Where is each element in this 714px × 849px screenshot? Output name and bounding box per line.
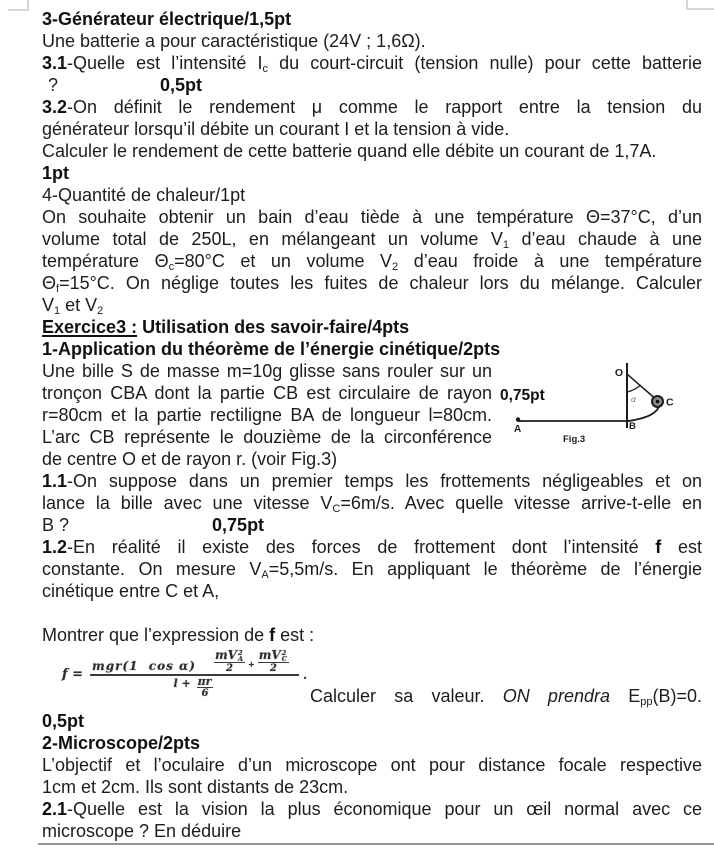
label-a: A [514,424,522,435]
text-segment: =80°C et un volume V [174,251,393,271]
text-segment: 1-Application du théorème de l’énergie cinétique/2pts [42,339,501,359]
text-segment: 3.2 [42,97,68,117]
formula-fraction [90,650,299,699]
text-line [42,228,702,250]
formula-plus-operator: + [248,659,255,669]
text-line [42,294,702,316]
text-line [42,162,702,184]
text-line [42,140,702,162]
point-a-dot [516,417,520,421]
text-segment: =15°C. On néglige toutes les fuites de chaleur lors du mélange. Calculer [59,273,702,293]
den-frac-top: πr [197,675,212,688]
text-line [42,514,702,536]
text-segment: 3.1 [42,53,68,73]
mini-fraction-pir [197,677,214,699]
term-sub: C [281,655,287,663]
text-segment: Θ [42,273,57,293]
text-line [42,448,702,470]
text-segment: tronçon CBA dont la partie CB est circulaire de rayon [42,383,492,403]
formula-num-main: mgr(1 cos α) [92,659,196,673]
text-line [42,74,702,96]
text-line [42,820,702,842]
formula-tail: . [302,667,308,682]
term-base: mV [258,648,281,662]
text-segment: 0,5pt [160,75,203,95]
calc-italic: ON prendra [502,686,610,706]
text-segment: est : [275,625,315,645]
text-segment: -Quelle est la vision la plus économique pour un œil normal avec ce [67,799,702,819]
calc-e-subscript: pp [640,696,653,708]
text-line [42,316,702,338]
den-frac-bot: 6 [201,688,209,699]
text-segment: 1.2 [42,537,68,557]
figure-diagram [508,358,714,446]
text-segment: 3-Générateur électrique/1,5pt [42,9,292,29]
label-c: C [666,396,674,409]
text-line [42,206,702,228]
text-segment: f [655,537,662,557]
term-sub: A [237,655,244,663]
text-segment: du court-circuit (tension nulle) pour cette batterie [267,53,702,73]
text-segment: 1 [54,305,61,317]
label-b: B [629,421,636,432]
text-segment: 2 [392,261,399,273]
den-lead: l + [173,677,195,690]
formula-denominator [174,676,216,699]
text-line [42,492,702,514]
calc-lead: Calculer sa valeur. [310,686,503,706]
text-segment: 0,75pt [212,515,265,535]
label-o: O [614,367,623,379]
text-line [42,96,702,118]
text-line [42,798,702,820]
text-line [42,470,702,492]
text-segment: On souhaite obtenir un bain d’eau tiède à une température Θ=37°C, d’un [42,207,702,227]
text-segment: 2-Microscope/2pts [42,733,201,753]
text-segment: volume total de 250L, en mélangeant un volume V [42,229,503,249]
term-base: mV [214,648,237,662]
text-segment: 1cm et 2cm. Ils sont distants de 23cm. [42,777,349,797]
text-line [42,624,702,646]
text-line [42,426,492,448]
text-segment: B ? [42,515,70,535]
blank-line [42,602,702,624]
text-line [42,184,702,206]
page-corner-mark-left [8,0,29,11]
text-segment: constante. On mesure V [42,559,262,579]
text-segment: =5,5m/s. En appliquant le théorème de l’énergie [268,559,702,579]
text-line [42,360,492,382]
text-segment: 0,5pt [42,711,85,731]
text-segment: et V [60,295,98,315]
math-formula [62,650,307,699]
text-segment: 1 [502,239,510,251]
calc-e: E [609,686,641,706]
figure-caption: Fig.3 [563,434,586,445]
bottom-divider [38,843,714,845]
text-segment: 4-Quantité de chaleur/1pt [42,185,246,205]
formula-lhs: f = [62,667,84,682]
text-line [42,52,702,74]
text-segment: de centre O et de rayon r. (voir Fig.3) [42,449,338,469]
text-block-bottom [42,710,702,842]
text-segment: 1pt [42,163,69,183]
term-den: 2 [226,663,233,674]
mini-fraction-va [214,650,245,674]
text-block-top [42,8,702,646]
text-segment: -On suppose dans un premier temps les frottements négligeables et on [67,471,702,491]
text-segment: microscope ? En déduire [42,821,242,841]
text-line [42,404,492,426]
text-segment: 1.1 [42,471,68,491]
text-segment: Utilisation des savoir-faire/4pts [137,317,410,337]
ball-center-dot [656,400,660,404]
text-line [42,776,702,798]
figure-angle-arc [627,386,640,393]
figure-area [495,356,714,448]
text-segment: 2 [97,305,104,317]
label-alpha: α [631,394,636,404]
text-line [42,732,702,754]
text-segment: L’objectif et l’oculaire d’un microscope ont pour distance focale respective [42,755,702,775]
text-segment: -Quelle est l’intensité I [67,53,263,73]
text-segment: Une bille S de masse m=10g glisse sans rouler sur un [42,361,492,381]
score-badge: 0,75pt [500,387,545,404]
text-segment: -On définit le rendement μ comme le rapport entre la tension du [67,97,702,117]
term-sup: 2 [237,649,243,657]
text-line [42,710,702,732]
text-segment: générateur lorsqu’il débite un courant I et la tension à vide. [42,119,510,139]
calc-tail: (B)=0. [652,686,702,706]
figure-arc-cb [628,407,659,422]
text-segment: d’eau chaude à une [509,229,702,249]
text-segment: c [168,261,175,273]
text-line [42,754,702,776]
text-segment: -En réalité il existe des forces de frottement dont l’intensité [67,537,656,557]
text-segment: 2.1 [42,799,68,819]
text-segment: =6m/s. Avec quelle vitesse arrive-t-elle en [340,493,702,513]
text-line [42,118,702,140]
text-line [42,8,702,30]
text-segment: A [261,569,269,581]
formula-block [42,646,702,710]
text-segment: température Θ [42,251,169,271]
formula-numerator [90,650,299,676]
text-segment: r=80cm et la partie rectiligne BA de longueur l=80cm. [42,405,492,425]
text-segment: Une batterie a pour caractéristique (24V ; 1,6Ω). [42,31,426,51]
text-segment: est [661,537,703,557]
text-segment: f [269,625,276,645]
text-line [42,382,492,404]
text-segment: C [332,503,341,515]
text-line [42,250,702,272]
term-den: 2 [269,663,277,674]
text-segment: Exercice3 : [42,317,138,337]
text-segment: c [262,63,268,75]
text-segment: Montrer que l’expression de [42,625,270,645]
text-segment: cinétique entre C et A, [42,581,220,601]
text-line [42,272,702,294]
text-segment: Calculer le rendement de cette batterie quand elle débite un courant de 1,7A. [42,141,657,161]
text-segment: L’arc CB représente le douzième de la circonférence [42,427,492,447]
term-sup: 2 [281,649,287,657]
mini-fraction-vc [258,650,289,674]
text-line [42,558,702,580]
text-line [42,580,702,602]
text-line [42,30,702,52]
calc-instruction [310,685,702,707]
text-segment: lance la bille avec une vitesse V [42,493,333,513]
text-line [42,536,702,558]
text-segment: d’eau froide à une température [398,251,702,271]
text-segment: ? [48,75,59,95]
text-segment: f [56,283,60,295]
text-segment: V [42,295,55,315]
